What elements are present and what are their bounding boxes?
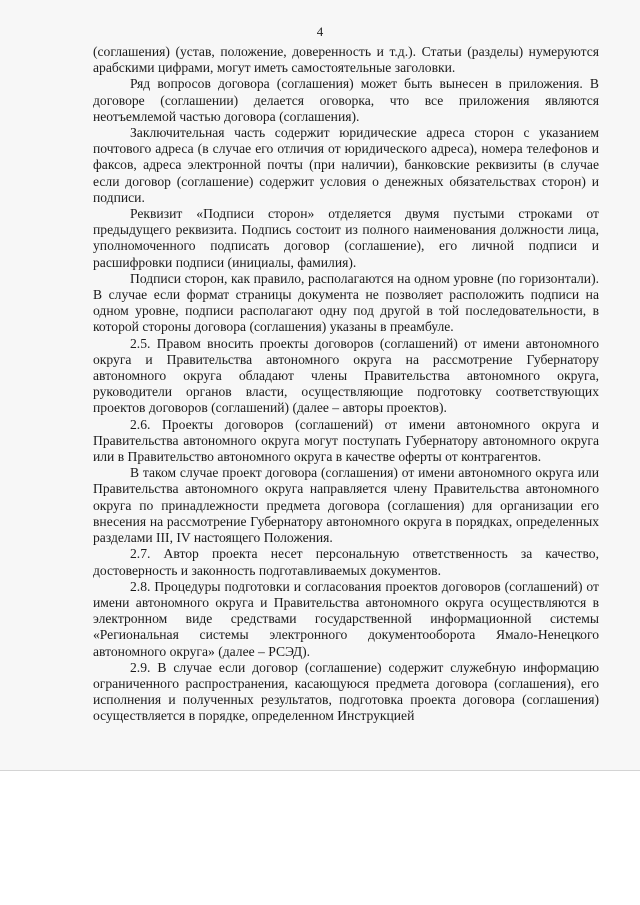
paragraph-2-5: 2.5. Правом вносить проекты договоров (соглашений) от имени автономного округа и Правительства автономного округа на рассмотрение Губернатору автономного округа обладают члены Правительства автономного округа, руководители органов власти, осуществляющие подготовку соответствующих проектов договоров (соглашений) (далее – авторы проектов). (93, 335, 599, 416)
paragraph-continuation: (соглашения) (устав, положение, доверенность и т.д.). Статьи (разделы) нумеруются арабскими цифрами, могут иметь самостоятельные заголовки. (93, 44, 599, 76)
paragraph-2-6: 2.6. Проекты договоров (соглашений) от имени автономного округа и Правительства автономного округа могут поступать Губернатору автономного округа или в Правительство автономного округа в качестве оферты от контрагентов. (93, 416, 599, 465)
paragraph-2-7: 2.7. Автор проекта несет персональную ответственность за качество, достоверность и законность подготавливаемых документов. (93, 546, 599, 578)
paragraph-appendices: Ряд вопросов договора (соглашения) может быть вынесен в приложения. В договоре (соглашении) делается оговорка, что все приложения являются неотъемлемой частью договора (соглашения). (93, 76, 599, 124)
paragraph-2-8: 2.8. Процедуры подготовки и согласования проектов договоров (соглашений) от имени автономного округа и Правительства автономного округа осуществляются в электронном виде средствами государственной информационной системы «Региональная системы электронного документооборота Ямало-Ненецкого автономного округа» (далее – РСЭД). (93, 578, 599, 659)
paragraph-final-part: Заключительная часть содержит юридические адреса сторон с указанием почтового адреса (в случае его отличия от юридического адреса), номера телефонов и факсов, адреса электронной почты (при наличии), банковские реквизиты (в случае если договор (соглашение) содержит условия о денежных обязательствах сторон) и подписи. (93, 125, 599, 205)
page-number: 4 (316, 24, 324, 39)
document-body (93, 44, 599, 725)
paragraph-2-9: 2.9. В случае если договор (соглашение) содержит служебную информацию ограниченного распространения, касающуюся предмета договора (соглашения), его исполнения и полученных результатов, подготовка проекта договора (соглашения) осуществляется в порядке, определенном Инструкцией (93, 659, 599, 724)
paragraph-2-6-continued: В таком случае проект договора (соглашения) от имени автономного округа или Правительства автономного округа направляется члену Правительства автономного округа по принадлежности предмета договора (соглашения) для организации его внесения на рассмотрение Губернатору автономного округа в порядках, определенных разделами III, IV настоящего Положения. (93, 465, 599, 546)
paragraph-signatures-requisite: Реквизит «Подписи сторон» отделяется двумя пустыми строками от предыдущего реквизита. Подпись состоит из полного наименования должности лица, уполномоченного подписать договор (соглашение), его личной подписи и расшифровки подписи (инициалы, фамилия). (93, 206, 599, 270)
paragraph-signatures-placement: Подписи сторон, как правило, располагаются на одном уровне (по горизонтали). В случае если формат страницы документа не позволяет расположить подписи на одном уровне, подписи располагают одну под другой в той последовательности, в которой стороны договора (соглашения) указаны в преамбуле. (93, 270, 599, 335)
